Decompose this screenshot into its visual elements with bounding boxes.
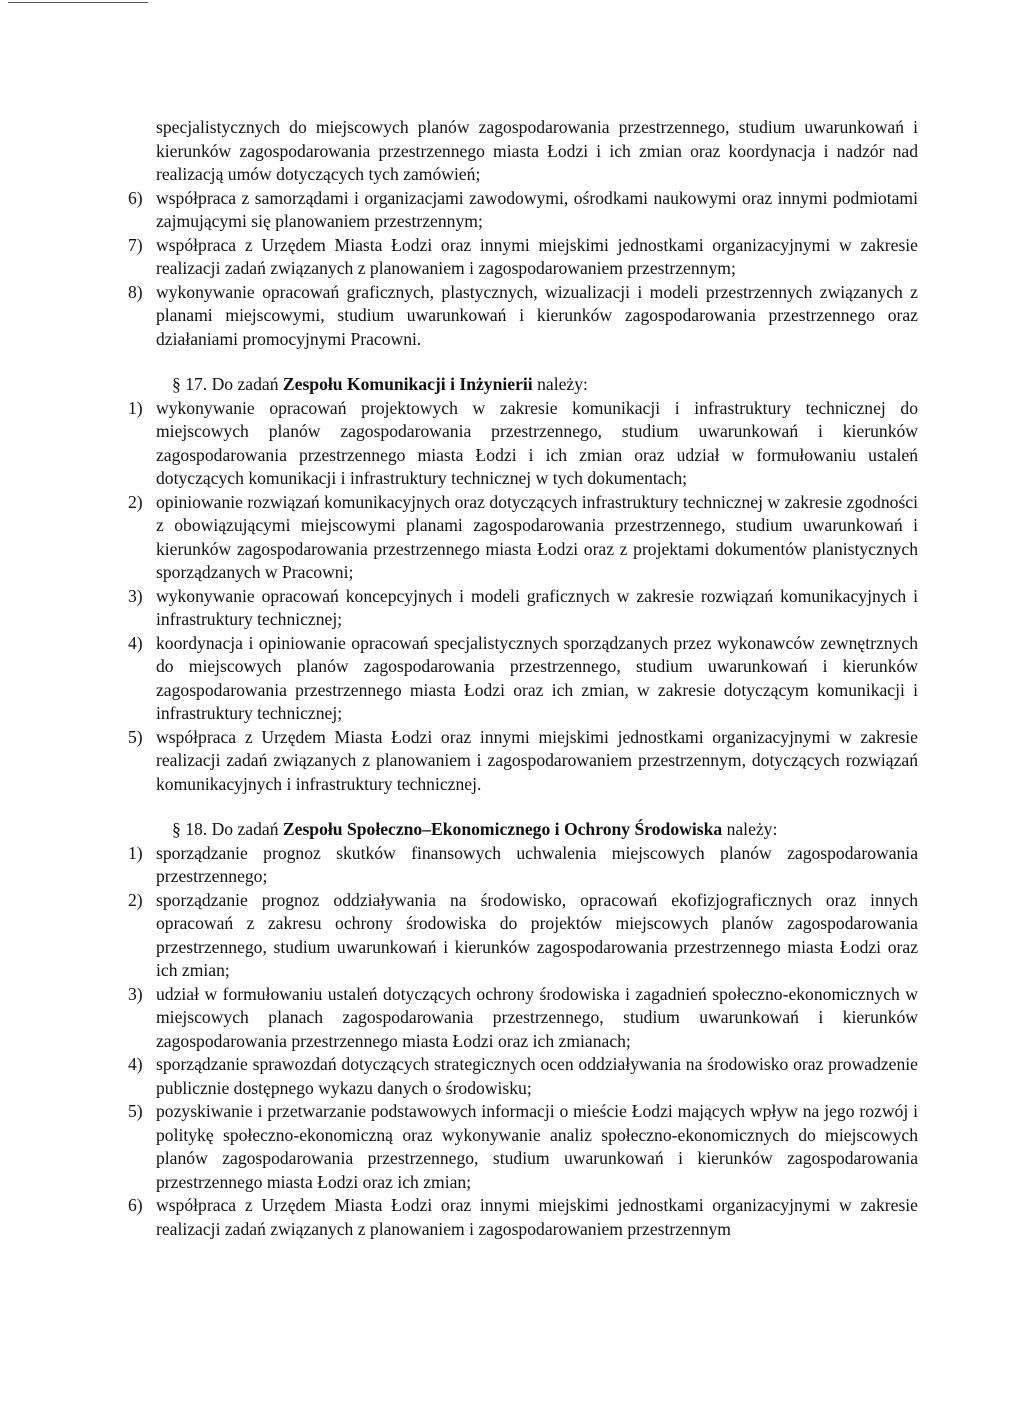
item-number: 3) (128, 585, 143, 606)
item-text: wykonywanie opracowań graficznych, plastycznych, wizualizacji i modeli przestrzennych związanych z planami miejscowymi, studium uwarunkowań i kierunków zagospodarowania przestrzennego oraz działaniami promocyjnymi Pracowni. (156, 281, 918, 349)
item-number: 3) (128, 983, 143, 1004)
item-number: 7) (128, 234, 143, 255)
list-item (128, 1100, 918, 1194)
list-item (128, 632, 918, 726)
list-item (128, 397, 918, 491)
item-number: 1) (128, 842, 143, 863)
list-item (128, 983, 918, 1054)
list-item (128, 726, 918, 797)
section-18-team-name: Zespołu Społeczno–Ekonomicznego i Ochrony Środowiska (282, 819, 723, 839)
list-item (128, 1194, 918, 1241)
item-number: 8) (128, 281, 143, 302)
item-number: 2) (128, 889, 143, 910)
continuation-paragraph: specjalistycznych do miejscowych planów zagospodarowania przestrzennego, studium uwarunkowań i kierunków zagospodarowania przestrzennego miasta Łodzi i ich zmian oraz koordynacja i nadzór nad realizacją umów dotyczących tych zamówień; (156, 117, 918, 184)
section-18-heading (128, 818, 918, 842)
section-18-suffix: należy: (722, 819, 778, 839)
list-item (128, 1053, 918, 1100)
section-17-suffix: należy: (532, 374, 588, 394)
item-number: 5) (128, 1101, 143, 1121)
item-number: 6) (128, 1195, 143, 1215)
item-text: współpraca z Urzędem Miasta Łodzi oraz innymi miejskimi jednostkami organizacyjnymi w zakresie realizacji zadań związanych z planowaniem i zagospodarowaniem przestrzennym; (156, 234, 918, 278)
item-number: 5) (128, 726, 143, 747)
item-number: 2) (128, 491, 143, 512)
section-18-prefix: § 18. Do zadań (172, 819, 283, 839)
list-item (128, 234, 918, 281)
item-text: sporządzanie prognoz skutków finansowych uchwalenia miejscowych planów zagospodarowania przestrzennego; (156, 842, 918, 886)
item-number: 4) (128, 632, 143, 653)
item-text: współpraca z samorządami i organizacjami zawodowymi, ośrodkami naukowymi oraz innymi podmiotami zajmującymi się planowaniem przestrzennym; (156, 187, 918, 231)
item-text: współpraca z Urzędem Miasta Łodzi oraz innymi miejskimi jednostkami organizacyjnymi w zakresie realizacji zadań związanych z planowaniem i zagospodarowaniem przestrzennym, dotyczących rozwiązań komunikacyjnych i infrastruktury technicznej. (156, 726, 918, 794)
item-text: sporządzanie prognoz oddziaływania na środowisko, opracowań ekofizjograficznych oraz innych opracowań z zakresu ochrony środowiska do projektów miejscowych planów zagospodarowania przestrzennego, studium uwarunkowań i kierunków zagospodarowania przestrzennego miasta Łodzi oraz ich zmian; (156, 889, 918, 980)
section-17-prefix: § 17. Do zadań (172, 374, 283, 394)
section-17-list (128, 397, 918, 797)
item-text: koordynacja i opiniowanie opracowań specjalistycznych sporządzanych przez wykonawców zewnętrznych do miejscowych planów zagospodarowania przestrzennego, studium uwarunkowań i kierunków zagospodarowania przestrzennego miasta Łodzi oraz ich zmian, w zakresie dotyczącym komunikacji i infrastruktury technicznej; (156, 632, 918, 723)
list-item (128, 889, 918, 983)
item-text: współpraca z Urzędem Miasta Łodzi oraz innymi miejskimi jednostkami organizacyjnymi w zakresie realizacji zadań związanych z planowaniem i zagospodarowaniem przestrzennym (156, 1195, 918, 1239)
item-text: wykonywanie opracowań projektowych w zakresie komunikacji i infrastruktury technicznej do miejscowych planów zagospodarowania przestrzennego, studium uwarunkowań i kierunków zagospodarowania przestrzennego miasta Łodzi i ich zmian oraz udział w formułowaniu ustaleń dotyczących komunikacji i infrastruktury technicznej w tych dokumentach; (156, 397, 918, 488)
item-text: udział w formułowaniu ustaleń dotyczących ochrony środowiska i zagadnień społeczno-ekonomicznych w miejscowych planach zagospodarowania przestrzennego, studium uwarunkowań i kierunków zagospodarowania przestrzennego miasta Łodzi oraz ich zmianach; (156, 983, 918, 1051)
list-item (128, 187, 918, 234)
item-number: 4) (128, 1054, 143, 1074)
section-17-team-name: Zespołu Komunikacji i Inżynierii (282, 374, 533, 394)
list-item (128, 491, 918, 585)
item-text: wykonywanie opracowań koncepcyjnych i modeli graficznych w zakresie rozwiązań komunikacyjnych i infrastruktury technicznej; (156, 585, 918, 629)
list-items-6-8 (128, 187, 918, 352)
list-item (128, 585, 918, 632)
list-item (128, 842, 918, 889)
item-number: 6) (128, 187, 143, 208)
item-text: opiniowanie rozwiązań komunikacyjnych oraz dotyczących infrastruktury technicznej w zakresie zgodności z obowiązującymi miejscowymi planami zagospodarowania przestrzennego, studium uwarunkowań i kierunków zagospodarowania przestrzennego miasta Łodzi oraz z projektami dokumentów planistycznych sporządzanych w Pracowni; (156, 491, 918, 582)
section-18-list (128, 842, 918, 1242)
scan-edge-line (8, 2, 148, 3)
item-text: sporządzanie sprawozdań dotyczących strategicznych ocen oddziaływania na środowisko oraz prowadzenie publicznie dostępnego wykazu danych o środowisku; (156, 1054, 918, 1098)
section-17-heading (128, 373, 918, 397)
document-page (128, 116, 918, 1241)
item-text: pozyskiwanie i przetwarzanie podstawowych informacji o mieście Łodzi mających wpływ na jego rozwój i politykę społeczno-ekonomiczną oraz wykonywanie analiz społeczno-ekonomicznych do miejscowych planów zagospodarowania przestrzennego, studium uwarunkowań i kierunków zagospodarowania przestrzennego miasta Łodzi oraz ich zmian; (156, 1101, 918, 1192)
item-number: 1) (128, 397, 143, 418)
list-item (128, 281, 918, 352)
